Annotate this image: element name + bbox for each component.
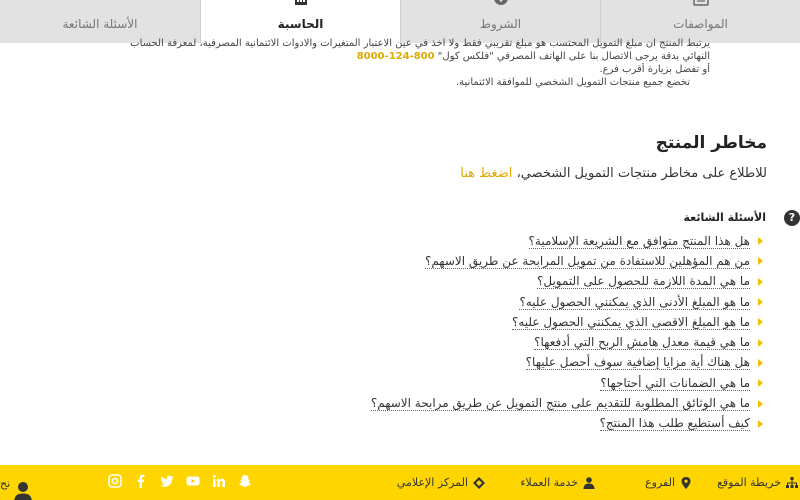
faq-item[interactable] — [371, 231, 763, 251]
faq-question: من هم المؤهلين للاستفادة من تمويل المرابحة عن طريق الاسهم؟ — [424, 253, 750, 268]
disclaimer-line-3: أو تفضل بزيارة أقرب فرع. — [599, 64, 710, 75]
bullet-arrow-icon — [758, 278, 763, 286]
footer-media-center-link[interactable] — [397, 476, 485, 489]
faq-question: ما هي المدة اللازمة للحصول على التمويل؟ — [537, 274, 750, 289]
footer-branches-link[interactable] — [645, 476, 692, 489]
disclaimer-line-4: تخضع جميع منتجات التمويل الشخصي للموافقة الائتمانية. — [455, 77, 690, 88]
faq-question: ما هي قيمة معدل هامش الربح التي أدفعها؟ — [534, 335, 750, 350]
user-avatar-icon — [14, 481, 32, 500]
bullet-arrow-icon — [758, 359, 763, 367]
bullet-arrow-icon — [758, 237, 763, 245]
faq-title: الأسئلة الشائعة — [683, 211, 766, 224]
person-icon — [583, 477, 595, 489]
bullet-arrow-icon — [758, 257, 763, 265]
linkedin-icon[interactable] — [212, 474, 226, 488]
bullet-arrow-icon — [758, 298, 763, 306]
product-risks-link[interactable]: اضغط هنا — [460, 166, 513, 181]
social-links — [108, 474, 264, 488]
footer-sitemap-link[interactable] — [717, 476, 798, 489]
instagram-icon[interactable] — [108, 474, 122, 488]
faq-item[interactable] — [371, 272, 763, 292]
bullet-arrow-icon — [758, 339, 763, 347]
disclaimer-line-2 — [70, 50, 710, 63]
faq-item[interactable] — [371, 292, 763, 312]
site-footer — [0, 465, 800, 500]
user-account[interactable] — [0, 469, 40, 499]
faq-question: ما هو المبلغ الأدنى الذي يمكنني الحصول عليه؟ — [519, 294, 750, 309]
footer-branches-label: الفروع — [645, 476, 675, 489]
faq-item[interactable] — [371, 393, 763, 413]
product-risks-title: مخاطر المنتج — [655, 133, 767, 153]
faq-question: هل هذا المنتج متوافق مع الشريعة الإسلامية؟ — [528, 233, 750, 248]
twitter-icon[interactable] — [160, 474, 174, 488]
footer-media-center-label: المركز الإعلامي — [396, 476, 468, 489]
facebook-icon[interactable] — [134, 474, 148, 488]
terms-icon — [493, 0, 509, 6]
footer-customer-service-label: خدمة العملاء — [520, 476, 578, 489]
faq-list — [371, 231, 763, 434]
youtube-icon[interactable] — [186, 474, 200, 488]
faq-item[interactable] — [371, 312, 763, 332]
bullet-arrow-icon — [758, 318, 763, 326]
tab-faq-label: الأسئلة الشائعة — [62, 17, 138, 31]
user-label: نح — [0, 477, 11, 490]
tab-calculator-label: الحاسبة — [277, 17, 324, 31]
bullet-arrow-icon — [758, 379, 763, 387]
diamond-icon — [473, 477, 485, 489]
faq-item[interactable] — [371, 251, 763, 271]
faq-item[interactable] — [371, 373, 763, 393]
bullet-arrow-icon — [758, 420, 763, 428]
product-risks-text — [460, 166, 767, 181]
footer-customer-service-link[interactable] — [520, 476, 595, 489]
snapchat-icon[interactable] — [238, 474, 252, 488]
footer-sitemap-label: خريطة الموقع — [717, 476, 781, 489]
tab-specs-label: المواصفات — [673, 17, 728, 31]
faq-item[interactable] — [371, 353, 763, 373]
sitemap-icon — [786, 477, 798, 489]
faq-item[interactable] — [371, 332, 763, 352]
faq-question: ما هي الضمانات التي أحتاجها؟ — [600, 375, 750, 390]
faq-question: ما هو المبلغ الاقصى الذي يمكنني الحصول عليه؟ — [512, 314, 750, 329]
faq-question: كيف أستطيع طلب هذا المنتج؟ — [599, 416, 750, 431]
help-icon: ? — [784, 210, 800, 226]
disclaimer-line-1: يرتبط المنتج ان مبلغ التمويل المحتسب هو مبلغ تقريبي فقط ولا اخذ في عين الاعتبار المتغيرات والادوات الائتمانية المصرفية، لمعرفة الحساب — [130, 38, 710, 49]
bullet-arrow-icon — [758, 400, 763, 408]
location-pin-icon — [680, 477, 692, 489]
phone-number[interactable]: 800-124-8000 — [356, 51, 435, 62]
faq-header — [0, 208, 800, 228]
faq-item[interactable] — [371, 414, 763, 434]
calculator-icon — [293, 0, 309, 6]
faq-question: هل هناك أية مزايا إضافية سوف أحصل عليها؟ — [525, 355, 750, 370]
tab-terms-label: الشروط — [479, 17, 522, 31]
specs-icon — [693, 0, 709, 6]
calculator-disclaimer — [70, 37, 710, 89]
product-risks-description: للاطلاع على مخاطر منتجات التمويل الشخصي، — [516, 166, 767, 181]
faq-question: ما هي الوثائق المطلوبة للتقديم على منتج التمويل عن طريق مرابحة الاسهم؟ — [370, 396, 750, 411]
disclaimer-line-2-text: النهائي بدقة يرجى الاتصال بنا على الهاتف المصرفي "فلكس كول" — [437, 51, 710, 62]
